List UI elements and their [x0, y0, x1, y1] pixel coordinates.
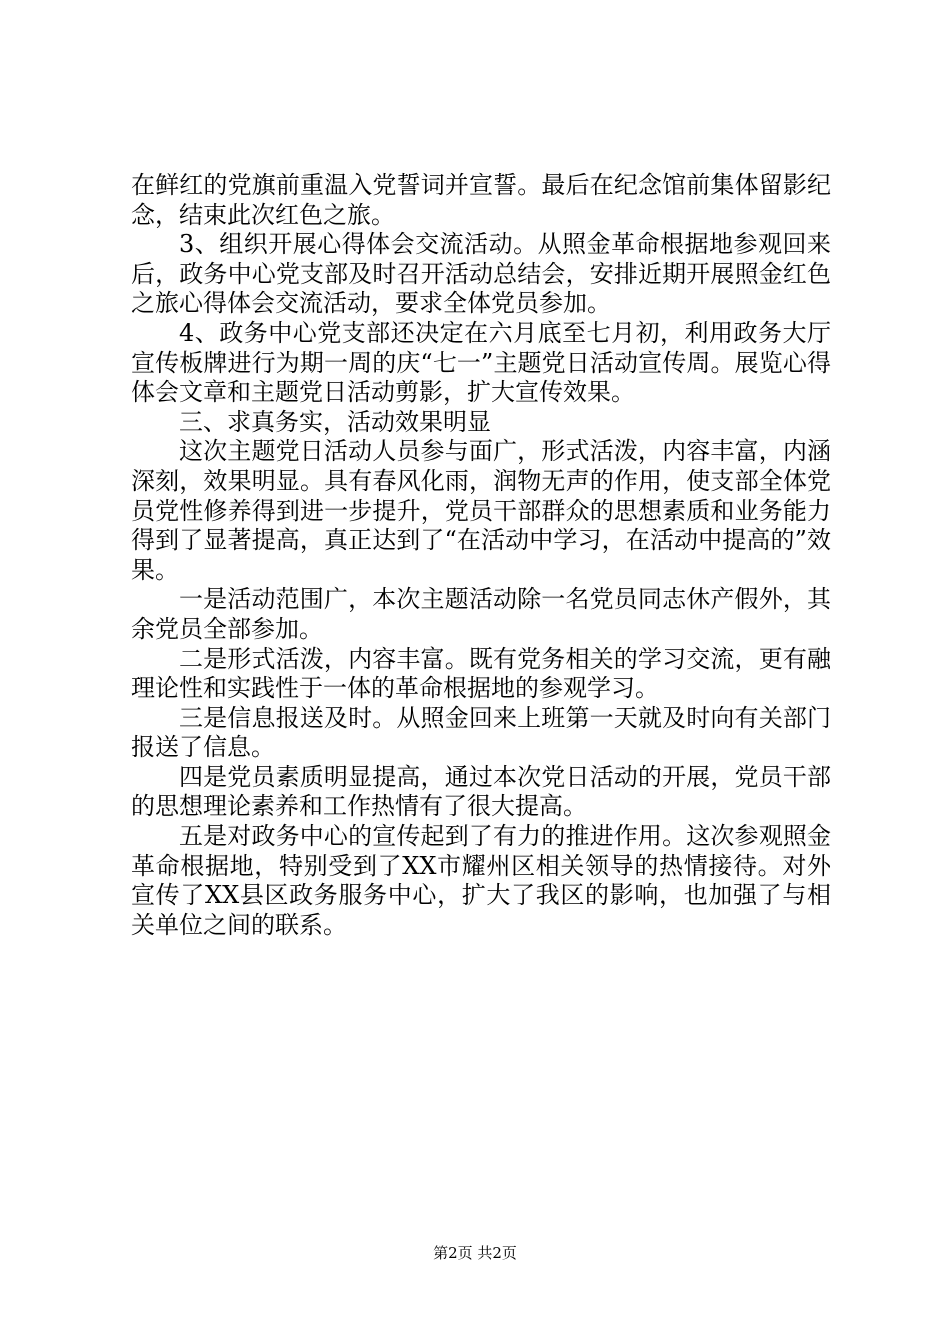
paragraph: 在鲜红的党旗前重温入党誓词并宣誓。最后在纪念馆前集体留影纪念，结束此次红色之旅。 — [131, 171, 831, 229]
paragraph: 4、政务中心党支部还决定在六月底至七月初，利用政务大厅宣传板牌进行为期一周的庆“七一”主题党日活动宣传周。展览心得体会文章和主题党日活动剪影，扩大宣传效果。 — [131, 318, 831, 407]
document-body — [131, 171, 831, 940]
page-footer: 第2页 共2页 — [433, 1244, 517, 1262]
paragraph: 这次主题党日活动人员参与面广，形式活泼，内容丰富，内涵深刻，效果明显。具有春风化雨，润物无声的作用，使支部全体党员党性修养得到进一步提升，党员干部群众的思想素质和业务能力得到了显著提高，真正达到了“在活动中学习，在活动中提高的”效果。 — [131, 437, 831, 584]
paragraph: 一是活动范围广，本次主题活动除一名党员同志休产假外，其余党员全部参加。 — [131, 585, 831, 643]
paragraph: 四是党员素质明显提高，通过本次党日活动的开展，党员干部的思想理论素养和工作热情有了很大提高。 — [131, 762, 831, 821]
paragraph: 二是形式活泼，内容丰富。既有党务相关的学习交流，更有融理论性和实践性于一体的革命根据地的参观学习。 — [131, 644, 831, 703]
paragraph: 3、组织开展心得体会交流活动。从照金革命根据地参观回来后，政务中心党支部及时召开活动总结会，安排近期开展照金红色之旅心得体会交流活动，要求全体党员参加。 — [131, 230, 831, 318]
section-heading: 三、求真务实，活动效果明显 — [179, 407, 491, 436]
paragraph: 五是对政务中心的宣传起到了有力的推进作用。这次参观照金革命根据地，特别受到了XX市耀州区相关领导的热情接待。对外宣传了XX县区政务服务中心，扩大了我区的影响，也加强了与相关单位之间的联系。 — [131, 822, 831, 939]
paragraph: 三是信息报送及时。从照金回来上班第一天就及时向有关部门报送了信息。 — [131, 703, 831, 762]
